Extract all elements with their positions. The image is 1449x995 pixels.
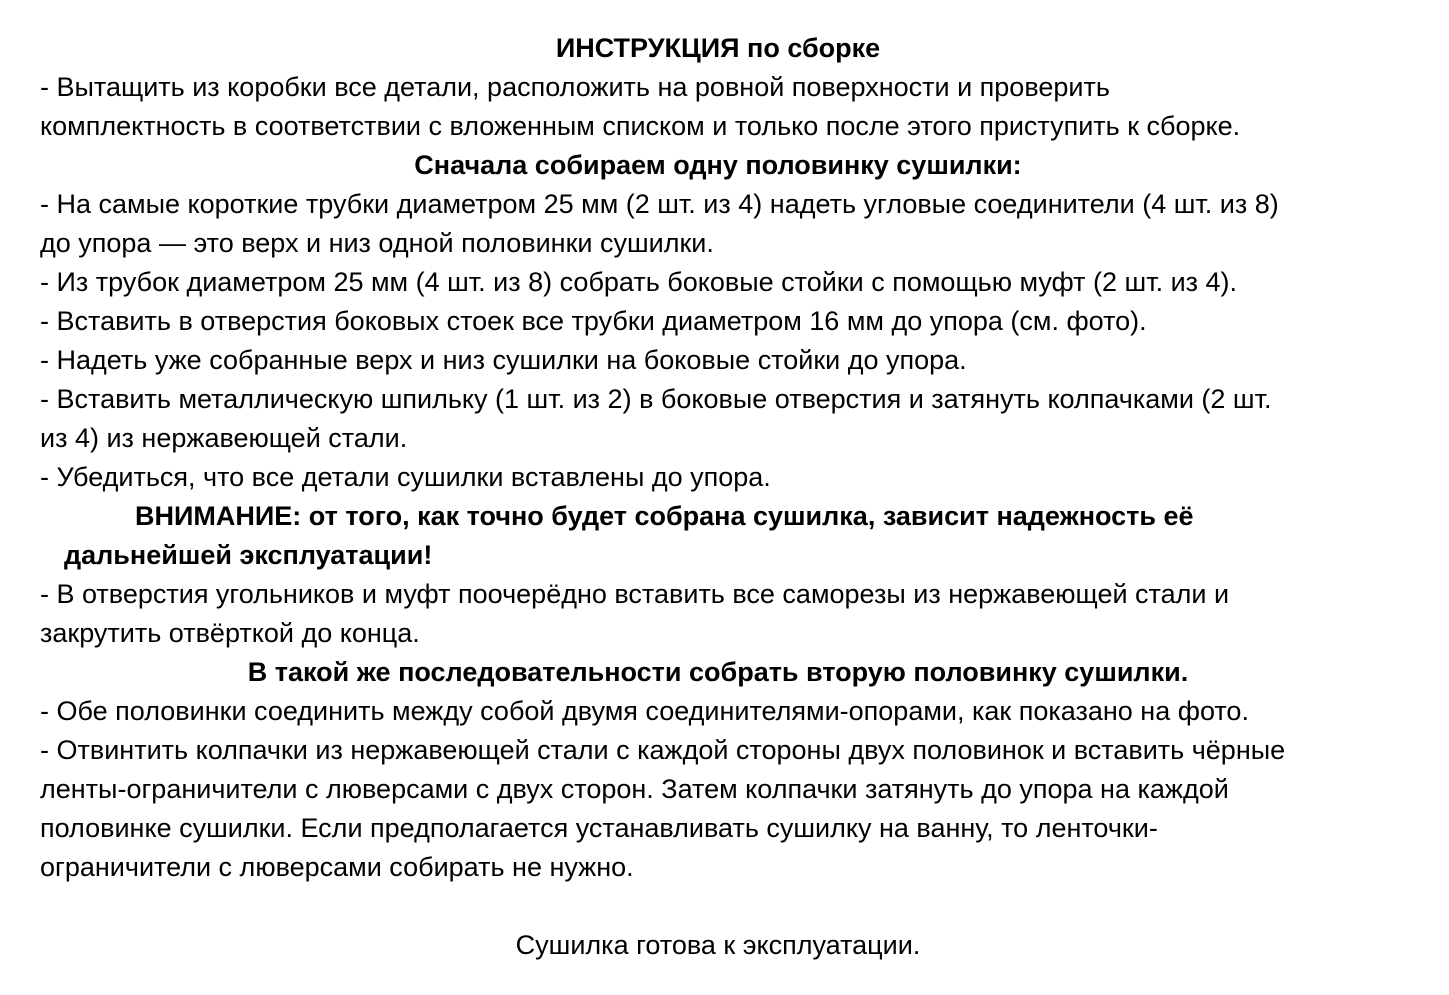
step-line: ленты-ограничители с люверсами с двух сторон. Затем колпачки затянуть до упора на каждой (40, 774, 1229, 804)
instruction-document (40, 29, 1410, 965)
step-line: - Вставить в отверстия боковых стоек все трубки диаметром 16 мм до упора (см. фото). (40, 306, 1147, 336)
step-line: - Из трубок диаметром 25 мм (4 шт. из 8) собрать боковые стойки с помощью муфт (2 шт. из 4). (40, 267, 1238, 297)
spacer (40, 887, 1410, 926)
step-line: - На самые короткие трубки диаметром 25 мм (2 шт. из 4) надеть угловые соединители (4 шт. из 8) (40, 189, 1279, 219)
section1-heading: Сначала собираем одну половинку сушилки: (414, 150, 1022, 180)
screws-step-line-1: - В отверстия угольников и муфт поочерёдно вставить все саморезы из нержавеющей стали и (40, 579, 1230, 609)
section2-heading: В такой же последовательности собрать вторую половинку сушилки. (247, 657, 1189, 687)
step-line: ограничители с люверсами собирать не нужно. (40, 852, 634, 882)
screws-step-line-2: закрутить отвёрткой до конца. (40, 618, 420, 648)
step-line: из 4) из нержавеющей стали. (40, 423, 408, 453)
step-line: - Убедиться, что все детали сушилки вставлены до упора. (40, 462, 771, 492)
warning-line-1: ВНИМАНИЕ: от того, как точно будет собрана сушилка, зависит надежность её (135, 501, 1194, 531)
step-line: до упора — это верх и низ одной половинки сушилки. (40, 228, 714, 258)
intro-line-1: - Вытащить из коробки все детали, расположить на ровной поверхности и проверить (40, 72, 1110, 102)
closing-line: Сушилка готова к эксплуатации. (515, 930, 921, 960)
step-line: - Надеть уже собранные верх и низ сушилки на боковые стойки до упора. (40, 345, 967, 375)
step-line: половинке сушилки. Если предполагается устанавливать сушилку на ванну, то ленточки- (40, 813, 1158, 843)
step-line: - Обе половинки соединить между собой двумя соединителями-опорами, как показано на фото. (40, 696, 1249, 726)
step-line: - Отвинтить колпачки из нержавеющей стали с каждой стороны двух половинок и вставить чёрные (40, 735, 1286, 765)
warning-line-2: дальнейшей эксплуатации! (64, 540, 433, 570)
intro-line-2: комплектность в соответствии с вложенным списком и только после этого приступить к сборке. (40, 111, 1241, 141)
step-line: - Вставить металлическую шпильку (1 шт. из 2) в боковые отверстия и затянуть колпачками (2 шт. (40, 384, 1272, 414)
document-title: ИНСТРУКЦИЯ по сборке (555, 33, 881, 63)
